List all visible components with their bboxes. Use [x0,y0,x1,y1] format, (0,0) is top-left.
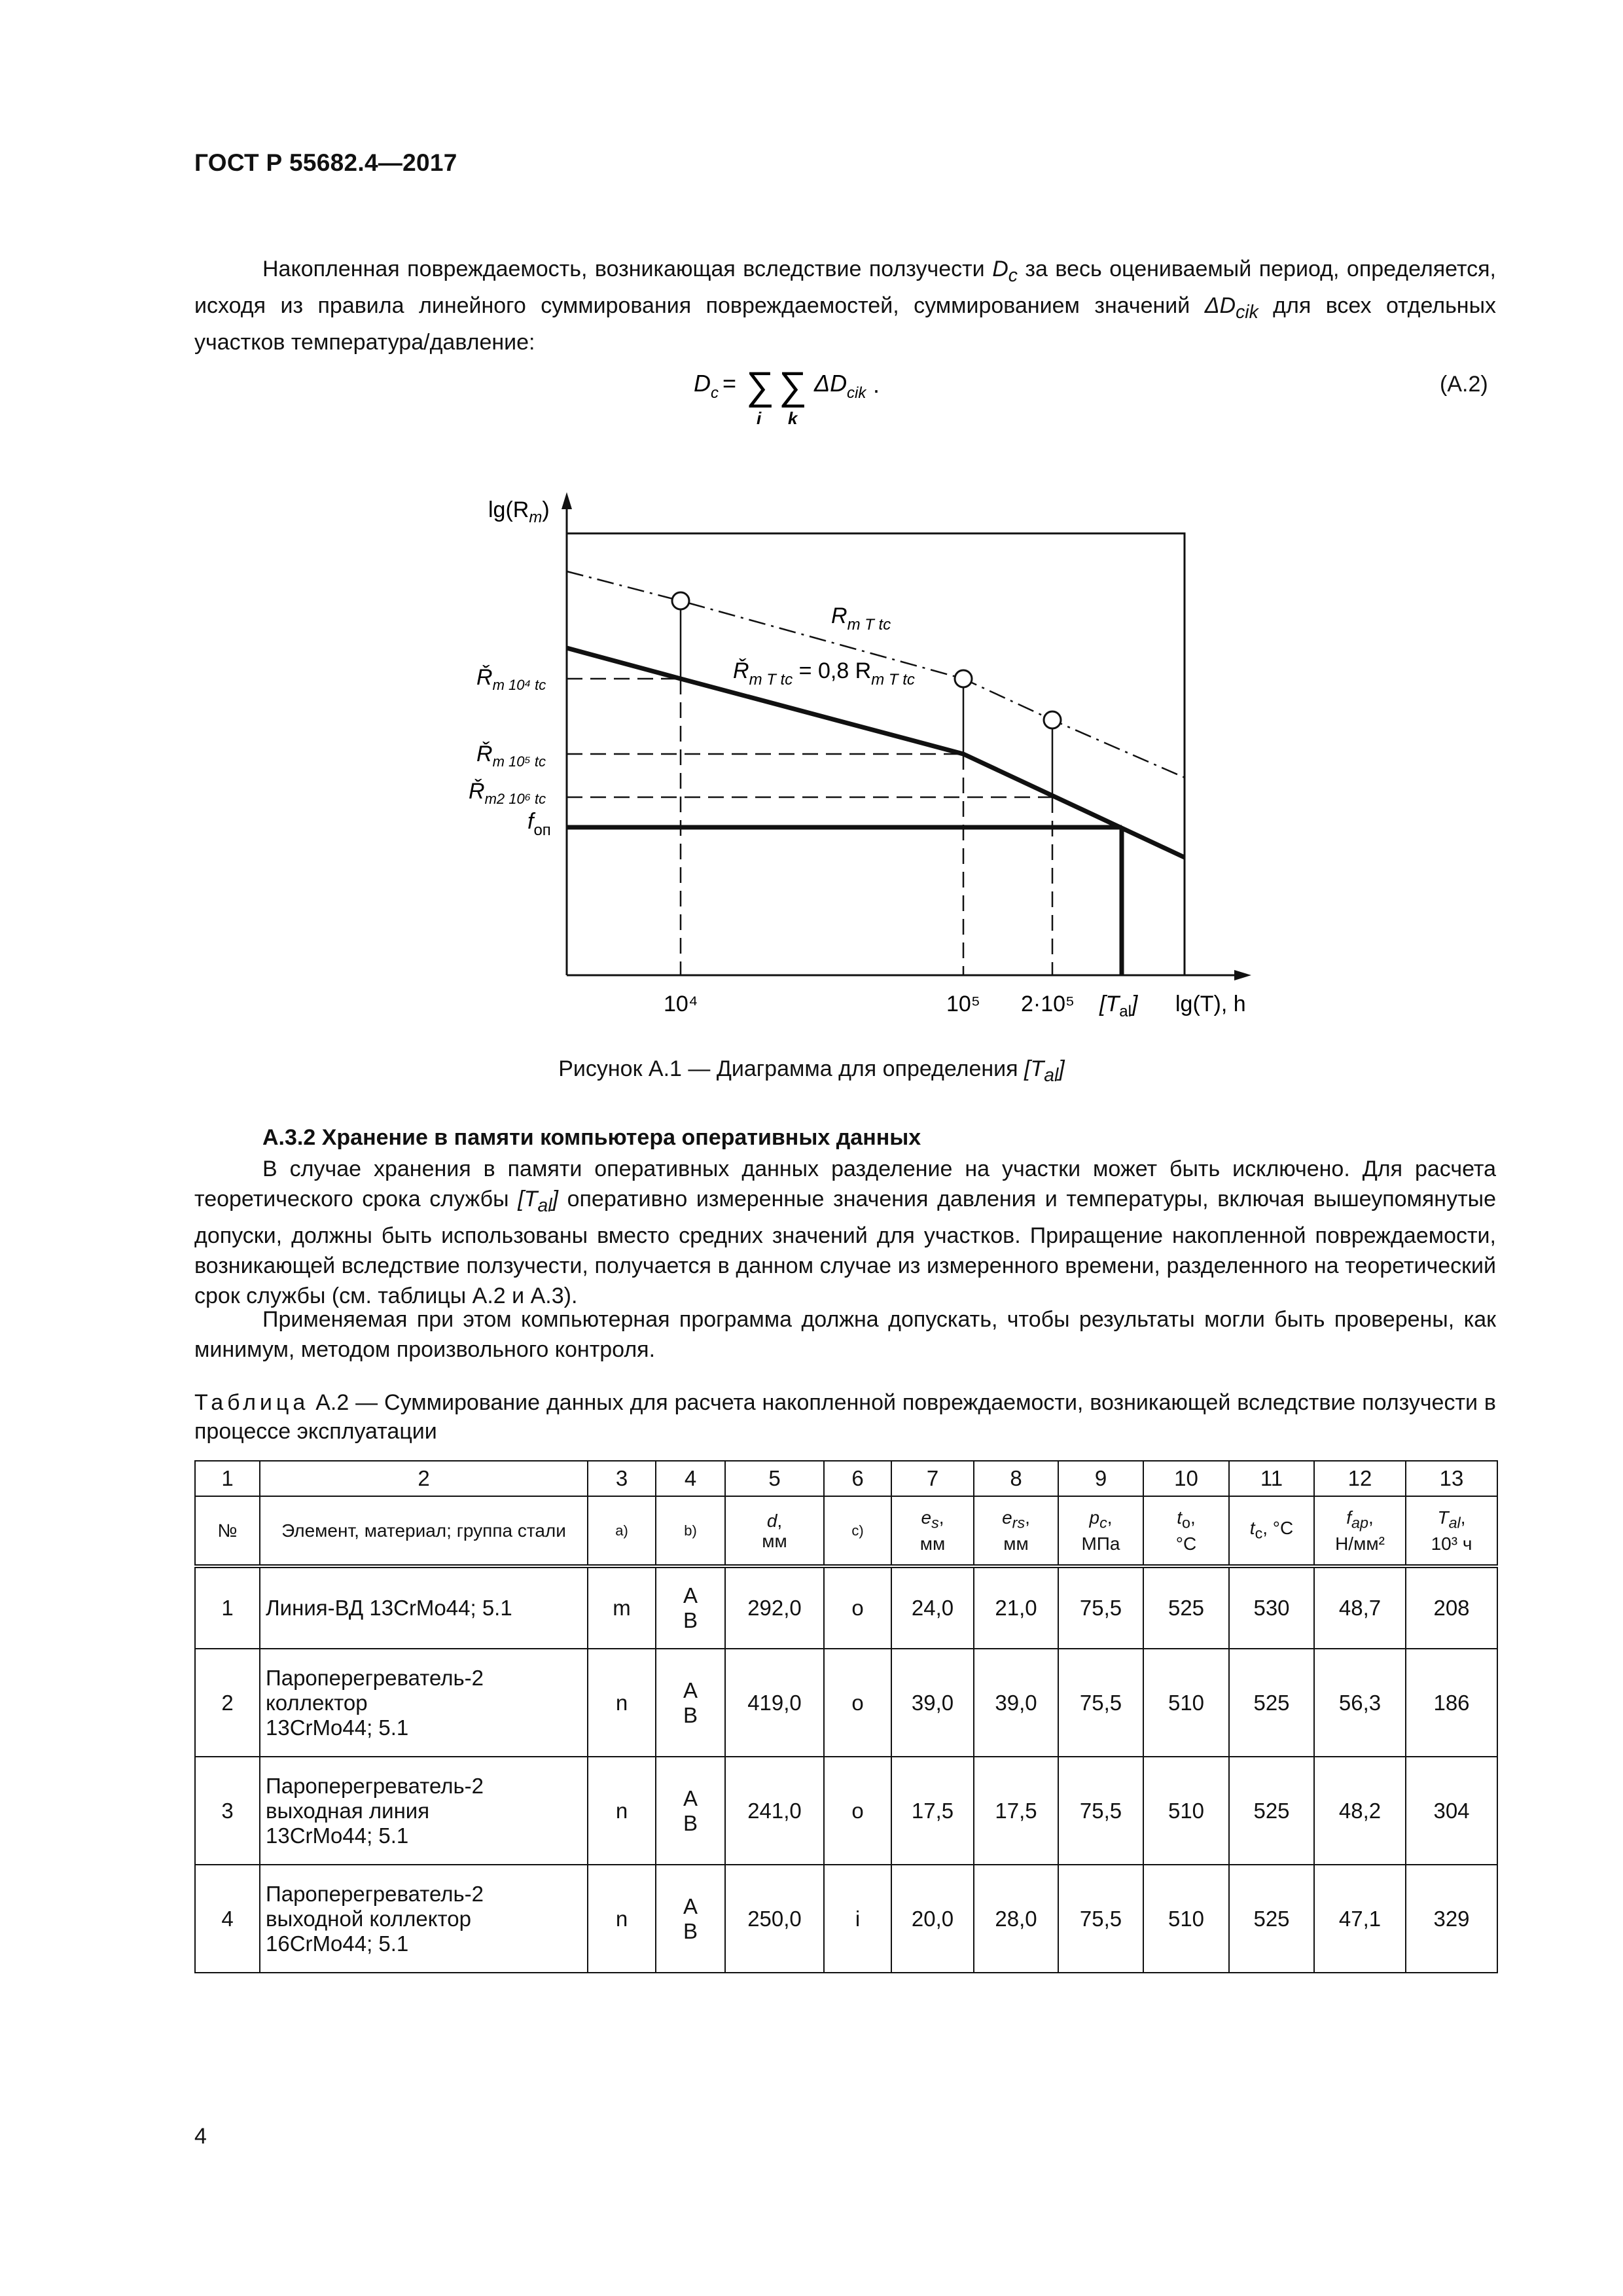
figure-a1-diagram [0,0,1623,1060]
section-paragraph-1 [194,1154,1496,1311]
cell-to: 525 [1143,1566,1229,1649]
cell-ers: 21,0 [974,1566,1058,1649]
cell-es: 39,0 [891,1649,974,1757]
x-tick-10e4: 10⁴ [664,992,698,1016]
y-tick-rm-10e5: $Ř_{m 10^5 tc}$ [476,742,546,770]
cell-ers: 28,0 [974,1865,1058,1973]
section-p1-text-a: В случае хранения в памяти оперативных данных разделение на участки может быть исключено. Для расчета теоретического срока службы [194,1157,1496,1211]
cell-tal: 186 [1406,1649,1497,1757]
col-num-12: 12 [1314,1461,1406,1496]
header-tal: $T_{al}$, 10³ ч [1406,1496,1497,1566]
cell-a: n [588,1757,656,1865]
intro-symbol-d-sub: c [1008,264,1018,286]
cell-d: 292,0 [725,1566,824,1649]
table-row [195,1649,1497,1757]
header-ers: $e_{rs}$, мм [974,1496,1058,1566]
intro-text-a: Накопленная повреждаемость, возникающая вследствие ползучести [262,257,993,281]
table-row [195,1865,1497,1973]
cell-es: 20,0 [891,1865,974,1973]
header-tc: $t_c$, °C [1229,1496,1314,1566]
cell-fap: 56,3 [1314,1649,1406,1757]
y-axis-arrow [562,492,572,509]
cell-c: o [824,1757,891,1865]
cell-pc: 75,5 [1058,1566,1143,1649]
formula-lhs-sub: c [711,384,719,402]
figure-caption-close: ] [1058,1056,1065,1081]
cell-element: Пароперегреватель-2 выходная линия 13CrMo44; 5.1 [260,1757,588,1865]
cell-a: n [588,1649,656,1757]
intro-text-b: за весь оцениваемый период, определяется, исходя из правила линейного суммирования повреждаемостей, суммированием значений [194,257,1496,318]
header-pc: $p_c$, МПа [1058,1496,1143,1566]
table-caption-text: А.2 — Суммирование данных для расчета накопленной повреждаемости, возникающей вследствие ползучести в процессе эксплуатации [194,1390,1496,1444]
cell-tal: 208 [1406,1566,1497,1649]
section-p1-sub: al [537,1194,552,1216]
header-a: a) [588,1496,656,1566]
cell-fap: 48,7 [1314,1566,1406,1649]
cell-to: 510 [1143,1757,1229,1865]
cell-fap: 47,1 [1314,1865,1406,1973]
col-num-11: 11 [1229,1461,1314,1496]
curve-upper-label: $R_{m T tc}$ [831,603,891,634]
data-point-10e4 [672,592,689,609]
header-d: d, мм [725,1496,824,1566]
intro-text-c: для всех отдельных участков температура/давление: [194,293,1497,355]
cell-pc: 75,5 [1058,1649,1143,1757]
formula-lhs: D [694,370,711,397]
cell-ers: 39,0 [974,1649,1058,1757]
section-heading: А.3.2 Хранение в памяти компьютера оперативных данных [262,1125,921,1150]
cell-b: A B [656,1566,725,1649]
cell-to: 510 [1143,1865,1229,1973]
cell-b: A B [656,1649,725,1757]
cell-tc: 525 [1229,1757,1314,1865]
col-num-7: 7 [891,1461,974,1496]
cell-a: m [588,1566,656,1649]
column-number-row [195,1461,1497,1496]
cell-n: 2 [195,1649,260,1757]
section-p1-close: ] [552,1187,558,1211]
col-num-6: 6 [824,1461,891,1496]
intro-symbol-dd: ΔD [1204,293,1236,318]
cell-c: o [824,1649,891,1757]
data-point-2x10e5 [1044,711,1061,728]
data-point-10e5 [955,670,972,687]
col-num-8: 8 [974,1461,1058,1496]
y-tick-rm2-10e6: $Ř_{m2 10^6 tc}$ [469,779,546,807]
cell-a: n [588,1865,656,1973]
table-caption [194,1388,1496,1446]
formula-sum-k: ∑ [779,364,807,408]
section-p1-text-b: оперативно измеренные значения давления и температуры, включая вышеупомянутые допуски, должны быть использованы вместо средних значений для участков. Приращение накопленной повреждаемости, возникающей вследствие ползучести, получается в данном случае из измеренного времени, разделенного на теоретический срок службы (см. таблицы А.2 и А.3). [194,1187,1496,1308]
cell-b: A B [656,1865,725,1973]
cell-tc: 525 [1229,1865,1314,1973]
header-element: Элемент, материал; группа стали [260,1496,588,1566]
page-number: 4 [194,2124,207,2149]
intro-symbol-dd-sub: cik [1236,301,1258,323]
cell-tal: 304 [1406,1757,1497,1865]
section-p1-symbol: [T [518,1187,538,1211]
cell-element: Пароперегреватель-2 выходной коллектор 16CrMo44; 5.1 [260,1865,588,1973]
header-no: № [195,1496,260,1566]
y-tick-rm-10e4: $Ř_{m 10^4 tc}$ [476,665,546,693]
cell-d: 250,0 [725,1865,824,1973]
intro-symbol-d: D [992,257,1008,281]
formula-tail: . [873,371,880,398]
header-to: $t_o$, °C [1143,1496,1229,1566]
section-paragraph-2: Применяемая при этом компьютерная программа должна допускать, чтобы результаты могли быть проверены, как минимум, методом произвольного контроля. [194,1307,1496,1362]
cell-n: 4 [195,1865,260,1973]
col-num-1: 1 [195,1461,260,1496]
col-num-9: 9 [1058,1461,1143,1496]
cell-n: 1 [195,1566,260,1649]
col-num-13: 13 [1406,1461,1497,1496]
formula-term: ΔD [814,370,847,397]
cell-tc: 525 [1229,1649,1314,1757]
cell-tal: 329 [1406,1865,1497,1973]
header-c: c) [824,1496,891,1566]
header-row [195,1496,1497,1566]
cell-n: 3 [195,1757,260,1865]
y-tick-fon: $f_{оп}$ [527,809,551,839]
cell-fap: 48,2 [1314,1757,1406,1865]
header-es: $e_s$, мм [891,1496,974,1566]
cell-d: 419,0 [725,1649,824,1757]
header-fap: $f_{ap}$, Н/мм² [1314,1496,1406,1566]
figure-caption-sub: al [1044,1064,1059,1086]
formula-index-k: k [788,408,798,428]
document-header: ГОСТ Р 55682.4—2017 [194,149,457,176]
header-b: b) [656,1496,725,1566]
cell-pc: 75,5 [1058,1757,1143,1865]
cell-to: 510 [1143,1649,1229,1757]
col-num-10: 10 [1143,1461,1229,1496]
y-axis-label: $\lg(R_m)$ [488,497,550,526]
col-num-5: 5 [725,1461,824,1496]
cell-b: A B [656,1757,725,1865]
curve-lower-label: $Ř_{m T tc} = 0,8$ $R_{m T tc}$ [733,658,915,689]
formula-sum-i: ∑ [746,364,774,408]
cell-d: 241,0 [725,1757,824,1865]
cell-element: Линия-ВД 13CrMo44; 5.1 [260,1566,588,1649]
cell-tc: 530 [1229,1566,1314,1649]
table-a2 [194,1460,1498,1973]
table-caption-prefix: Таблица [194,1390,310,1415]
formula-index-i: i [757,408,762,428]
formula-term-sub: cik [847,384,866,402]
cell-c: o [824,1566,891,1649]
cell-c: i [824,1865,891,1973]
cell-pc: 75,5 [1058,1865,1143,1973]
cell-element: Пароперегреватель-2 коллектор 13CrMo44; 5.1 [260,1649,588,1757]
table-row [195,1757,1497,1865]
x-tick-10e5: 10⁵ [946,992,980,1016]
x-tick-tal: $[T_{al}]$ [1099,992,1138,1020]
figure-caption [0,1056,1623,1086]
table-row [195,1566,1497,1649]
formula-eq: = [722,370,737,397]
cell-ers: 17,5 [974,1757,1058,1865]
cell-es: 17,5 [891,1757,974,1865]
formula-number: (A.2) [1440,372,1488,397]
col-num-4: 4 [656,1461,725,1496]
cell-es: 24,0 [891,1566,974,1649]
x-axis-arrow [1234,970,1251,980]
x-axis-label: lg(T), h [1175,992,1246,1016]
figure-caption-symbol: [T [1024,1056,1044,1081]
figure-caption-text: Рисунок А.1 — Диаграмма для определения [558,1056,1025,1081]
x-tick-2x10e5: 2·10⁵ [1021,992,1075,1016]
col-num-2: 2 [260,1461,588,1496]
col-num-3: 3 [588,1461,656,1496]
